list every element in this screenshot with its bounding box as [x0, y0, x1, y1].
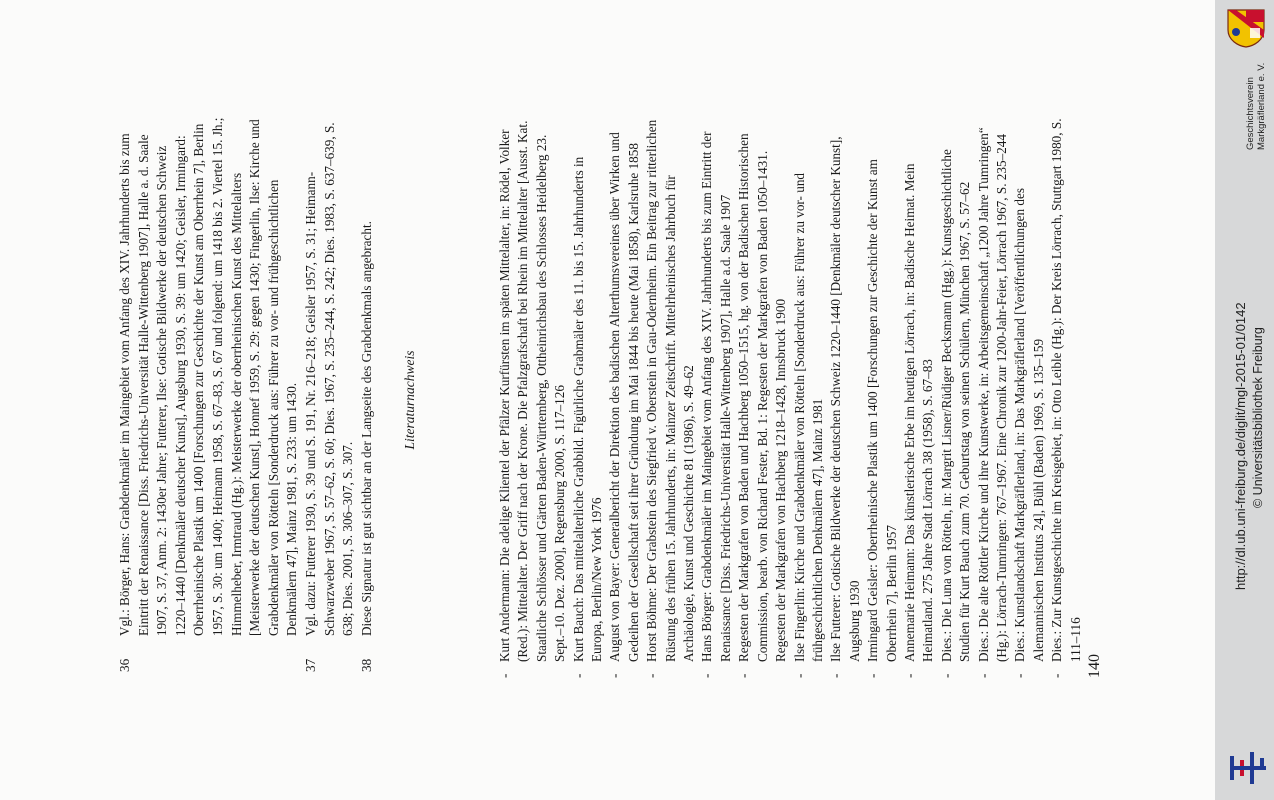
- entry-dash: -: [1012, 673, 1028, 678]
- literature-entry: [864, 113, 901, 678]
- coat-of-arms-icon: [1224, 8, 1268, 48]
- entry-dash: -: [644, 673, 660, 678]
- footnote: [358, 112, 377, 672]
- literature-entry-text: Ilse Futterer: Gotische Bildwerke der deutschen Schweiz 1220–1440 [Denkmäler deutscher Kunst], Augsburg 1930: [828, 136, 862, 662]
- entry-dash: -: [497, 673, 512, 678]
- page-number: 140: [1086, 654, 1103, 678]
- entry-dash: -: [828, 673, 844, 678]
- entry-dash: -: [865, 673, 881, 678]
- literature-heading: Literaturnachweis: [402, 350, 417, 450]
- literature-entry-text: Annemarie Heimann: Das künstlerische Erbe im heutigen Lörrach, in: Badische Heimat. Mein Heimatland. 275 Jahre Stadt Lörrach 38 (1958), S. 67–83: [901, 163, 936, 662]
- literature-entry-text: Kurt Bauch: Das mittelalterliche Grabbild. Figürliche Grabmäler des 11. bis 15. Jahrhunderts in Europa, Berlin/New York 1976: [570, 156, 605, 662]
- literature-entry: [1048, 113, 1085, 678]
- literature-entry-text: Kurt Andermann: Die adelige Klientel der Pfälzer Kurfürsten im späten Mittelalter, in: Rödel, Volker (Red.): Mittelalter. Der Griff nach der Krone. Die Pfalzgrafschaft bei Rhein im Mittelalter [Ausst. Kat. Staatliche Schlösser und Gärten Baden-Württemberg, Ottheinrichsbau des Schlosses Heidelberg 23. Sept.–10. Dez. 2000], Regensburg 2000, S. 117–126: [497, 120, 568, 662]
- sidebar-rotated-text: [1215, 0, 1274, 800]
- literature-entry-text: Dies.: Die Luna von Rötteln, in: Margrit Lisner/Rüdiger Becksmann (Hgg.): Kunstgeschichtliche Studien für Kurt Bauch zum 70. Geburtstag von seinen Schülern, München 1967, S. 57–62: [938, 149, 973, 662]
- literature-entry: [901, 113, 938, 678]
- literature-entry: [1011, 113, 1048, 678]
- entry-dash: -: [791, 673, 807, 678]
- footnote: [116, 112, 302, 672]
- literature-entry: [496, 113, 570, 678]
- literature-entry: [643, 113, 698, 678]
- literature-entry: [570, 113, 607, 678]
- literature-entry-text: August von Bayer: Generalbericht der Direktion des badischen Alterthumsvereines über Wirken und Gedeihen der Gesellschaft seit ihrer Gründung im Mai 1844 bis heute (Mai 1858), Karlsruhe 1858: [607, 132, 641, 662]
- literature-entry-text: Irmingard Geisler: Oberrheinische Plastik um 1400 [Forschungen zur Geschichte der Kunst am Oberrhein 7], Berlin 1957: [865, 159, 899, 662]
- literature-entry-text: Dies.: Die alte Röttler Kirche und ihre Kunstwerke, in: Arbeitsgemeinschaft „1200 Jahre Tumringen“ (Hg.): Lörrach-Tumringen: 767–1967. Eine Chronik zur 1200-Jahr-Feier, Lörrach 1967, S. 235–244: [975, 127, 1009, 662]
- literature-entry-text: Dies.: Zur Kunstgeschichte im Kreisgebiet, in: Otto Leible (Hg.): Der Kreis Lörrach, Stuttgart 1980, S. 111–116: [1049, 118, 1083, 662]
- literature-entry-text: Hans Börger: Grabdenkmäler im Maingebiet vom Anfang des XIV. Jahrhunderts bis zum Eintritt der Renaissance [Diss. Friedrichs-Universität Halle-Wittenberg 1907], Halle a.d. Saale 1907: [699, 131, 733, 662]
- ub-freiburg-logo-icon: [1226, 746, 1270, 790]
- literature-entry: [827, 113, 864, 678]
- literature-entry-text: Horst Böhme: Der Grabstein des Siegfried v. Oberstein in Gau-Odernheim. Ein Beitrag zur ritterlichen Rüstung des frühen 15. Jahrhunderts, in: Mainzer Zeitschrift. Mittelrheinisches Jahrbuch für Archäologie, Kunst und Geschichte 81 (1986), S. 49–62: [644, 119, 697, 662]
- literature-entry: [606, 113, 643, 678]
- permalink-url[interactable]: http://dl.ub.uni-freiburg.de/diglit/mgl-2015-01/0142: [1233, 302, 1248, 590]
- literature-entry: [698, 113, 735, 678]
- footnote-text: Diese Signatur ist gut sichtbar an der Langseite des Grabdenkmals angebracht.: [358, 221, 374, 636]
- literature-entry: [975, 113, 1012, 678]
- literature-entry: [735, 113, 790, 678]
- footnote-number: 37: [302, 658, 318, 672]
- entry-dash: -: [975, 673, 991, 678]
- copyright-notice: © Universitätsbibliothek Freiburg: [1251, 327, 1265, 508]
- footnote-text: Vgl. dazu: Futterer 1930, S. 39 und S. 191, Nr. 216–218; Geisler 1957, S. 31; Heimann-Schwarzweber 1967, S. 57–62, S. 60; Dies. 1967, S. 235–244, S. 242; Dies. 1983, S. 637–639, S. 638; Dies. 2001, S. 306–307, S. 307.: [302, 122, 356, 636]
- entry-dash: -: [736, 673, 752, 678]
- society-name-line1: Geschichtsverein: [1245, 77, 1256, 150]
- entry-dash: -: [699, 673, 715, 678]
- literature-entry-text: Ilse Fingerlin: Kirche und Grabdenkmäler von Rötteln [Sonderdruck aus: Führer zu vor- und frühgeschichtlichen Denkmälern 47], Mainz 1981: [791, 172, 825, 662]
- literature-entry: [938, 113, 975, 678]
- footnotes: [116, 112, 376, 672]
- literature-list: [496, 113, 1085, 678]
- entry-dash: -: [901, 673, 917, 678]
- literature-entry-text: Dies.: Kunstlandschaft Markgräflerland, in: Das Markgräflerland [Veröffentlichungen des Alemannischen Instituts 24], Bühl (Baden) 1969, S. 135–159: [1012, 188, 1046, 662]
- footnote: [302, 112, 358, 672]
- footnote-number: 36: [117, 658, 132, 672]
- entry-dash: -: [607, 673, 623, 678]
- literature-entry-text: Regesten der Markgrafen von Baden und Hachberg 1050–1515, hg. von der Badischen Historischen Commission, bearb. von Richard Fester, Bd. 1: Regesten der Markgrafen von Baden 1050–1431. Regesten der Markgrafen von Hachberg 1218–1428, Innsbruck 1900: [736, 133, 789, 662]
- footnote-number: 38: [358, 658, 374, 672]
- viewer-sidebar: [1215, 0, 1274, 800]
- entry-dash: -: [570, 673, 586, 678]
- society-name-line2: Markgräflerland e. V.: [1256, 62, 1267, 150]
- footnote-text: Vgl.: Börger, Hans: Grabdenkmäler im Maingebiet vom Anfang des XIV. Jahrhunderts bis zum Eintritt der Renaissance [Diss. Friedrichs-Universität Halle-Wittenberg 1907], Halle a. d. Saale 1907, S. 37, Anm. 2: 1430er Jahre; Futterer, Ilse: Gotische Bildwerke der deutschen Schweiz 1220–1440 [Denkmäler deutscher Kunst], Augsburg 1930, S. 39: um 1420; Geisler, Irmingard: Oberrheinische Plastik um 1400 [Forschungen zur Geschichte der Kunst am Oberrhein 7], Berlin 1957, S. 30: um 1400; Heimann 1958, S. 67–83, S. 67 und folgend: um 1418 bis 2. Viertel 15. Jh.; Himmelheber, Irmtraud (Hg.): Meisterwerke der oberrheinischen Kunst des Mittelalters [Meisterwerke der deutschen Kunst], Honnef 1959, S. 29: gegen 1430; Fingerlin, Ilse: Kirche und Grabdenkmäler von Rötteln [Sonderdruck aus: Führer zu vor- und frühgeschichtlichen Denkmälern 47], Mainz 1981, S. 233: um 1430.: [117, 117, 300, 636]
- entry-dash: -: [1049, 673, 1065, 678]
- entry-dash: -: [938, 673, 954, 678]
- literature-entry: [791, 113, 828, 678]
